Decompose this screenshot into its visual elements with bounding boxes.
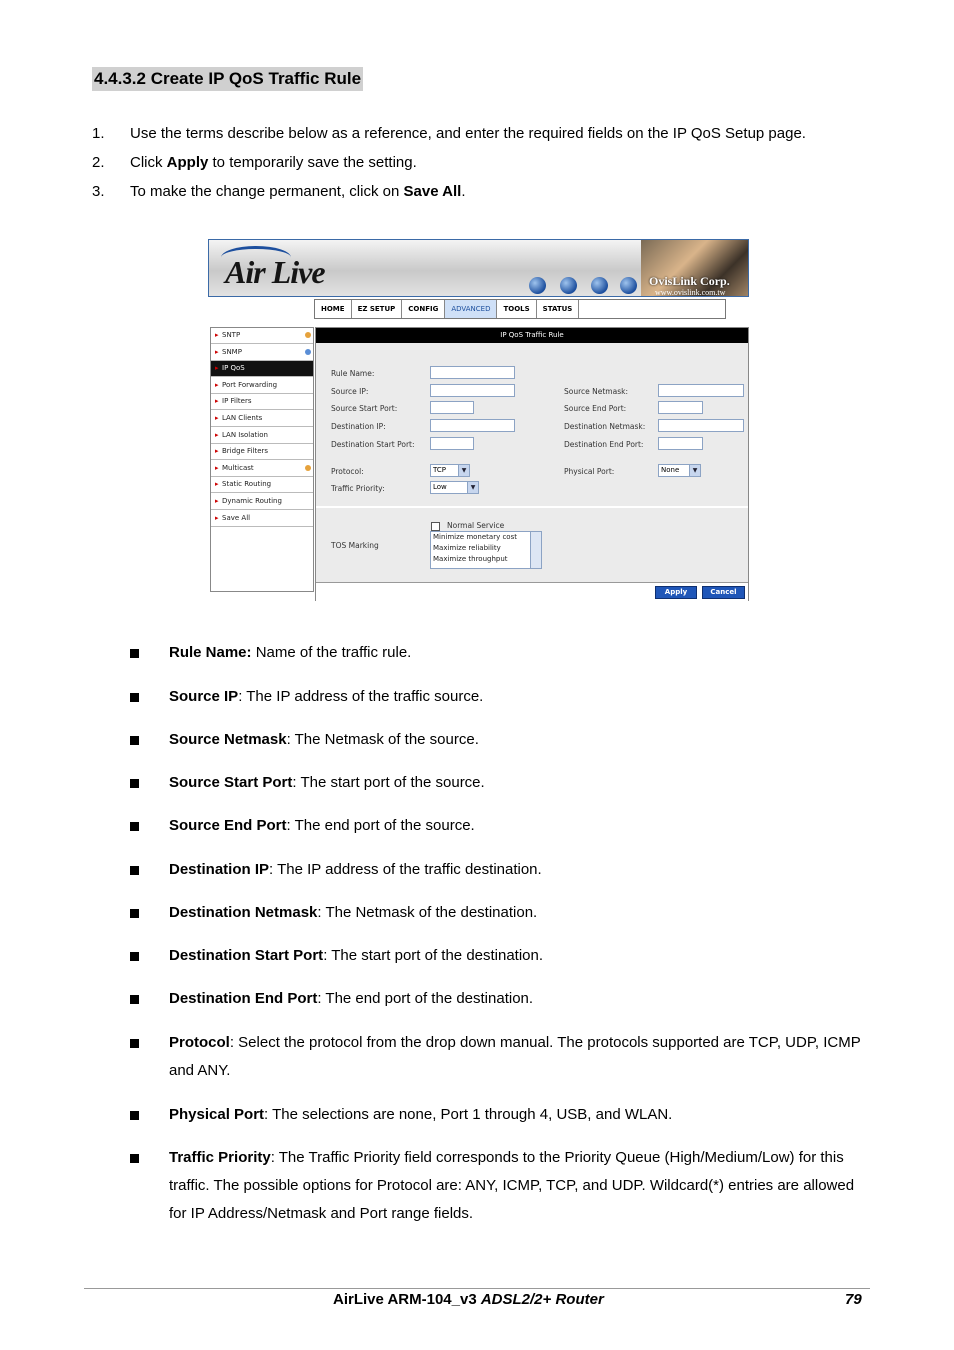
- sidebar-item-ip-filters[interactable]: ▸ IP Filters: [211, 394, 313, 410]
- bullet-square-icon: [130, 909, 139, 918]
- sidebar: [210, 327, 314, 592]
- source-ip-label: Source IP:: [331, 387, 369, 396]
- tab-status[interactable]: STATUS: [537, 300, 580, 318]
- bullet-square-icon: [130, 995, 139, 1004]
- destination-end-port-label: Destination End Port:: [564, 440, 644, 449]
- bullet-square-icon: [130, 952, 139, 961]
- sidebar-item-static-routing[interactable]: ▸ Static Routing: [211, 477, 313, 493]
- arrow-icon: ▸: [215, 364, 219, 373]
- physical-port-select[interactable]: None ▼: [658, 464, 701, 477]
- bullet-square-icon: [130, 779, 139, 788]
- panel-divider: [316, 506, 748, 508]
- traffic-priority-label: Traffic Priority:: [331, 484, 385, 493]
- destination-netmask-label: Destination Netmask:: [564, 422, 646, 431]
- bullet-square-icon: [130, 866, 139, 875]
- traffic-priority-select[interactable]: Low ▼: [430, 481, 479, 494]
- sidebar-item-sntp[interactable]: ▸ SNTP: [211, 328, 313, 344]
- sidebar-item-dynamic-routing[interactable]: ▸ Dynamic Routing: [211, 494, 313, 510]
- tab-home[interactable]: HOME: [315, 300, 352, 318]
- destination-ip-label: Destination IP:: [331, 422, 386, 431]
- source-end-port-label: Source End Port:: [564, 404, 627, 413]
- sidebar-item-snmp[interactable]: ▸ SNMP: [211, 345, 313, 361]
- tos-option[interactable]: Minimize monetary cost: [433, 533, 517, 541]
- source-netmask-input[interactable]: [658, 384, 744, 397]
- arrow-icon: ▸: [215, 480, 219, 489]
- footer-rule: [84, 1288, 870, 1289]
- tos-option[interactable]: Maximize reliability: [433, 544, 501, 552]
- source-netmask-label: Source Netmask:: [564, 387, 628, 396]
- router-screenshot: [207, 238, 750, 602]
- arrow-icon: ▸: [215, 463, 219, 472]
- arrow-icon: ▸: [215, 380, 219, 389]
- sidebar-item-lan-isolation[interactable]: ▸ LAN Isolation: [211, 428, 313, 444]
- top-nav: [314, 299, 726, 319]
- qos-rule-panel: [315, 327, 749, 601]
- source-end-port-input[interactable]: [658, 401, 703, 414]
- arrow-icon: ▸: [215, 447, 219, 456]
- sidebar-item-multicast[interactable]: ▸ Multicast: [211, 461, 313, 477]
- bullet-square-icon: [130, 736, 139, 745]
- airlive-logo: Air Live: [225, 254, 325, 290]
- bullet-square-icon: [130, 1154, 139, 1163]
- nav-filler: [579, 300, 725, 318]
- bullet-square-icon: [130, 1111, 139, 1120]
- arrow-icon: ▸: [215, 413, 219, 422]
- cancel-button[interactable]: Cancel: [702, 586, 745, 599]
- arrow-icon: ▸: [215, 347, 219, 356]
- sidebar-item-ip-qos[interactable]: ▸ IP QoS: [211, 361, 313, 377]
- physical-port-label: Physical Port:: [564, 467, 615, 476]
- destination-start-port-label: Destination Start Port:: [331, 440, 415, 449]
- chevron-down-icon: ▼: [689, 465, 700, 476]
- bullet-square-icon: [130, 1039, 139, 1048]
- footer-title: AirLive ARM-104_v3 ADSL2/2+ Router: [333, 1291, 604, 1308]
- sidebar-item-save-all[interactable]: ▸ Save All: [211, 511, 313, 527]
- globe-icon: [560, 277, 577, 294]
- normal-service-checkbox[interactable]: [431, 522, 440, 531]
- button-bar: [316, 582, 748, 601]
- protocol-label: Protocol:: [331, 467, 364, 476]
- source-ip-input[interactable]: [430, 384, 515, 397]
- sidebar-item-lan-clients[interactable]: ▸ LAN Clients: [211, 411, 313, 427]
- destination-end-port-input[interactable]: [658, 437, 703, 450]
- corp-name: OvisLink Corp.: [649, 274, 730, 288]
- section-title: 4.4.3.2 Create IP QoS Traffic Rule: [92, 67, 363, 91]
- apply-button[interactable]: Apply: [655, 586, 697, 599]
- status-dot-icon: [305, 332, 311, 338]
- arrow-icon: ▸: [215, 397, 219, 406]
- rule-name-input[interactable]: [430, 366, 515, 379]
- tab-ez-setup[interactable]: EZ SETUP: [352, 300, 403, 318]
- globe-icon: [620, 277, 637, 294]
- normal-service-label: Normal Service: [447, 521, 505, 530]
- status-dot-icon: [305, 349, 311, 355]
- source-start-port-input[interactable]: [430, 401, 474, 414]
- arrow-icon: ▸: [215, 513, 219, 522]
- destination-netmask-input[interactable]: [658, 419, 744, 432]
- arrow-icon: ▸: [215, 331, 219, 339]
- tab-tools[interactable]: TOOLS: [497, 300, 536, 318]
- sidebar-item-port-forwarding[interactable]: ▸ Port Forwarding: [211, 378, 313, 394]
- bullet-square-icon: [130, 822, 139, 831]
- tab-advanced[interactable]: ADVANCED: [445, 300, 497, 318]
- chevron-down-icon: ▼: [458, 465, 469, 476]
- destination-ip-input[interactable]: [430, 419, 515, 432]
- globe-icon: [591, 277, 608, 294]
- sidebar-item-bridge-filters[interactable]: ▸ Bridge Filters: [211, 444, 313, 460]
- router-banner: [208, 239, 749, 297]
- arrow-icon: ▸: [215, 496, 219, 505]
- rule-name-label: Rule Name:: [331, 369, 375, 378]
- source-start-port-label: Source Start Port:: [331, 404, 398, 413]
- globe-icon: [529, 277, 546, 294]
- tab-config[interactable]: CONFIG: [402, 300, 445, 318]
- page-number: 79: [845, 1291, 862, 1308]
- tos-marking-label: TOS Marking: [331, 541, 379, 550]
- scrollbar[interactable]: [530, 532, 541, 568]
- tos-option[interactable]: Maximize throughput: [433, 555, 508, 563]
- arrow-icon: ▸: [215, 430, 219, 439]
- tos-listbox[interactable]: [430, 531, 542, 569]
- destination-start-port-input[interactable]: [430, 437, 474, 450]
- bullet-square-icon: [130, 693, 139, 702]
- corp-url: www.ovislink.com.tw: [655, 288, 726, 297]
- protocol-select[interactable]: TCP ▼: [430, 464, 470, 477]
- chevron-down-icon: ▼: [467, 482, 478, 493]
- panel-title: IP QoS Traffic Rule: [316, 328, 748, 343]
- status-dot-icon: [305, 465, 311, 471]
- bullet-square-icon: [130, 649, 139, 658]
